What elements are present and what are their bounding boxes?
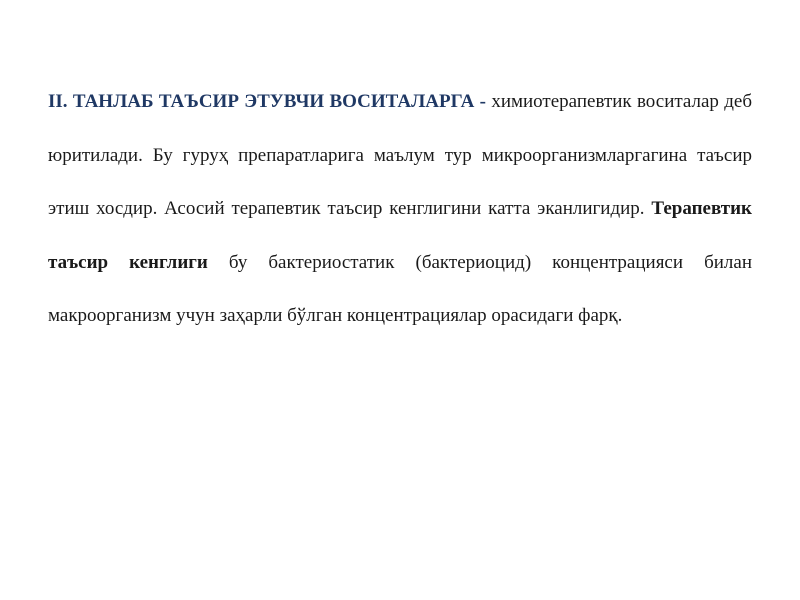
heading-dash: - (474, 91, 492, 112)
section-heading: II. ТАНЛАБ ТАЪСИР ЭТУВЧИ ВОСИТАЛАРГА (48, 91, 475, 112)
bold-term: Терапевтик таъсир кенглиги (48, 198, 752, 273)
paragraph-text-part2: бу бактериостатик (бактериоцид) концентрацияси билан макроорганизм учун заҳарли бўлган концентрациялар орасидаги фарқ. (48, 251, 752, 327)
paragraph-text-part1: химиотерапевтик воситалар деб юритилади. Бу гуруҳ препаратларига маълум тур микроорганизмларгагина таъсир этиш хосдир. Асосий терапевтик таъсир кенглигини катта эканлигидир. (48, 91, 752, 220)
body-paragraph (48, 75, 752, 343)
